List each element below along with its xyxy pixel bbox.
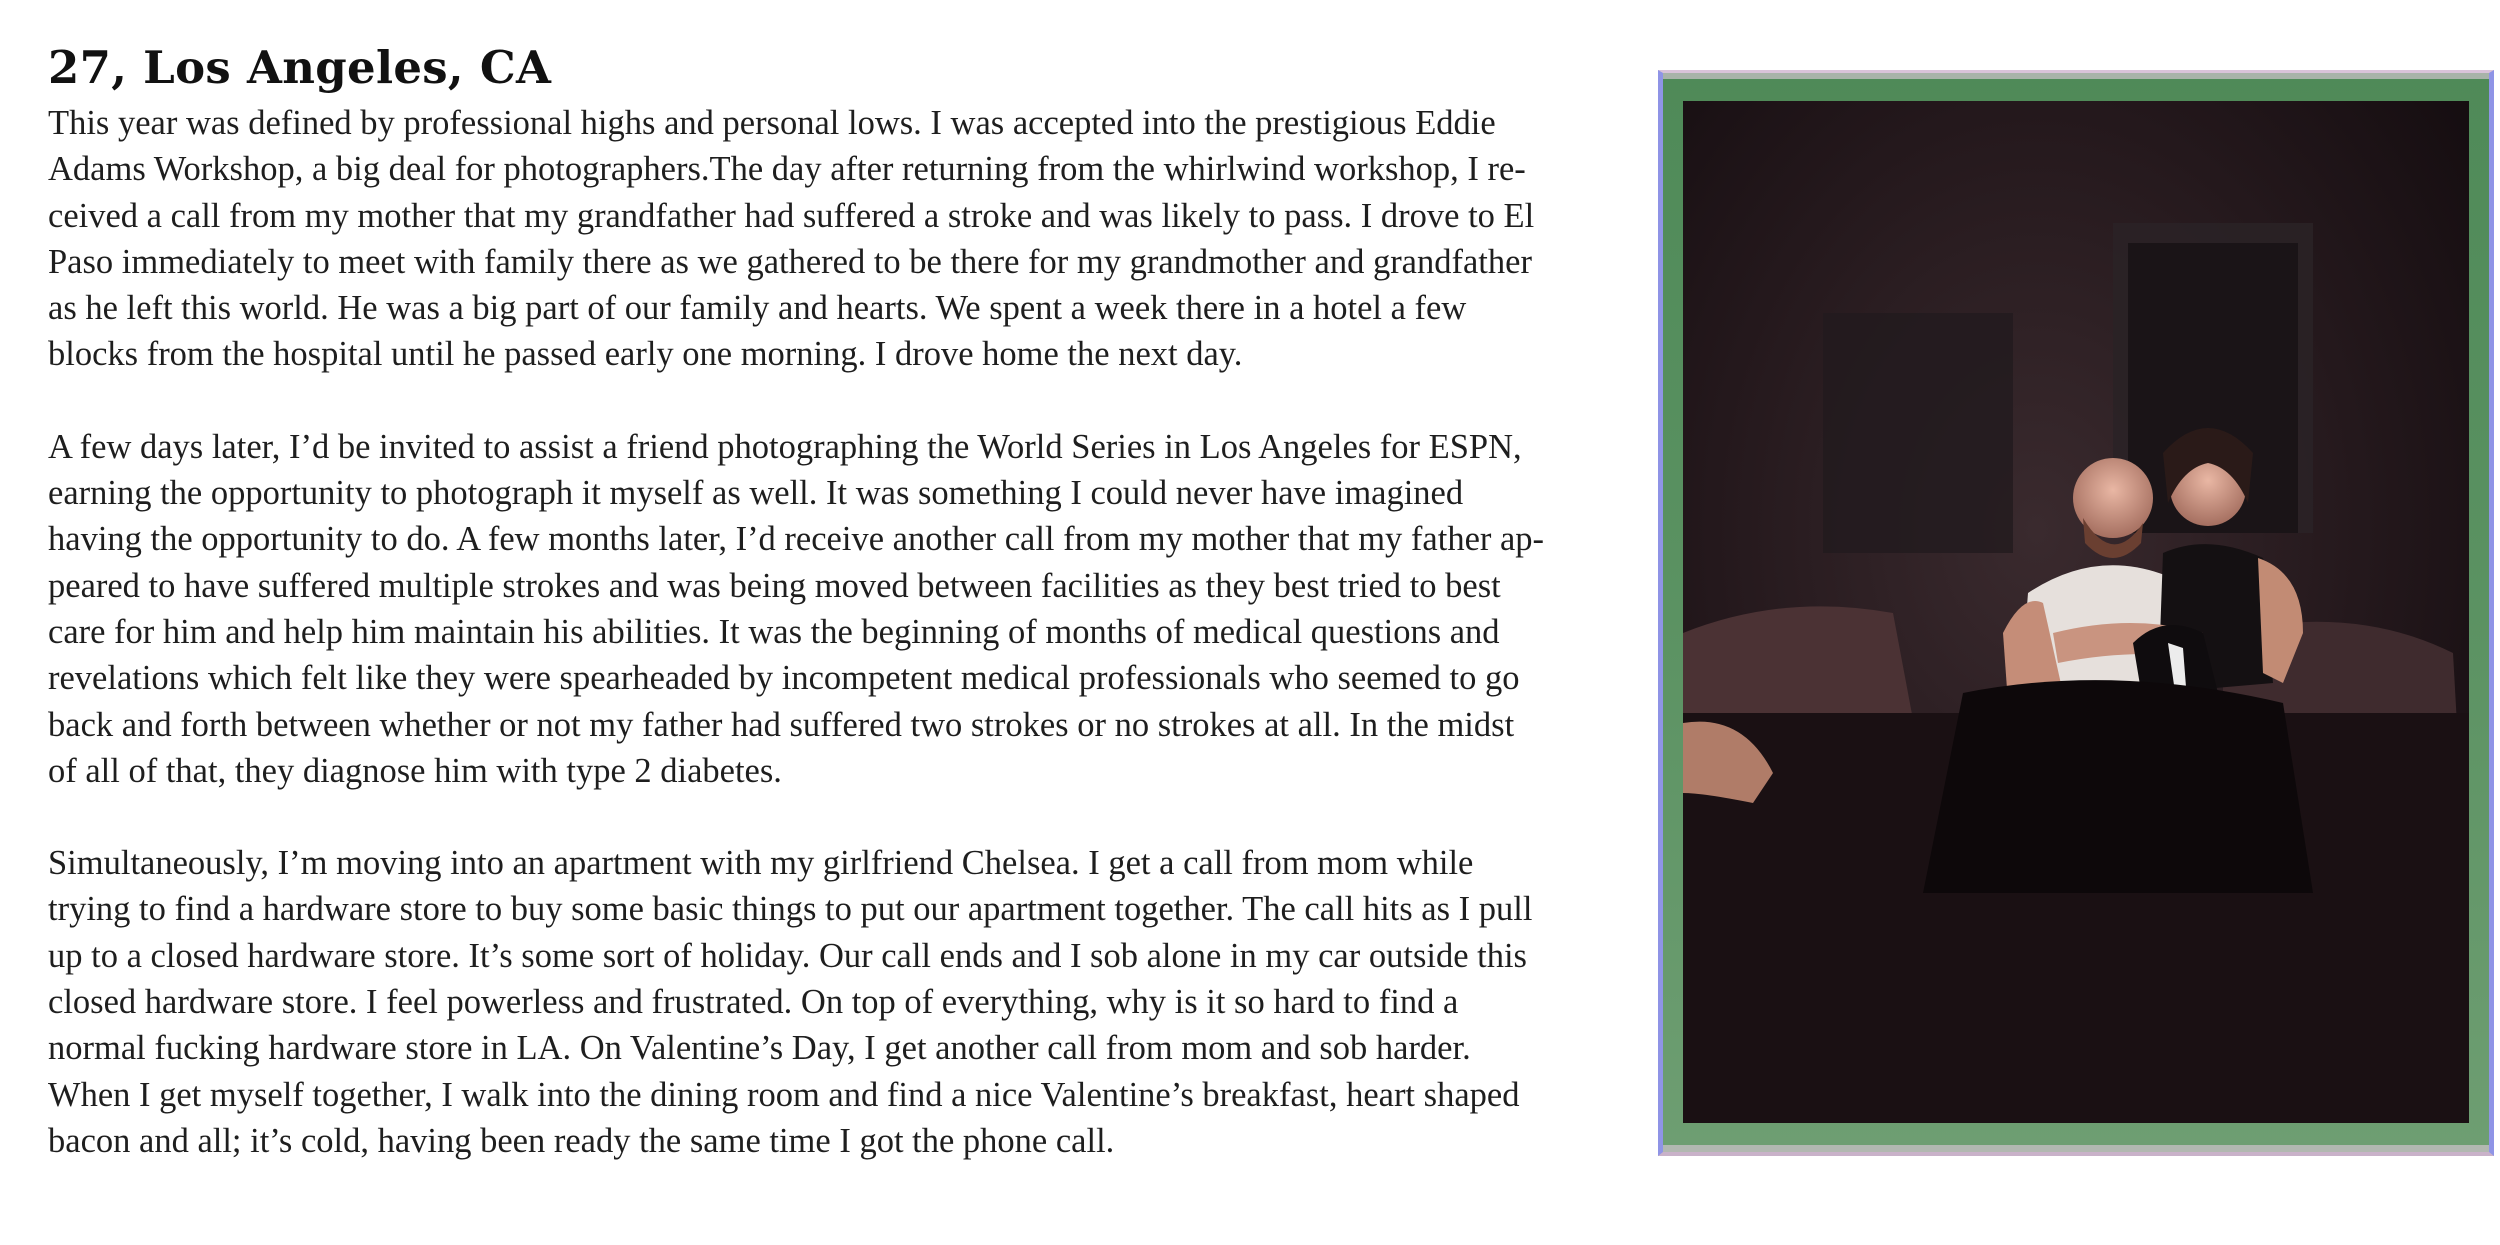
- polaroid-photo-couple-with-dog-icon: [1663, 73, 2489, 1152]
- page-title: 27, Los Angeles, CA: [48, 41, 552, 94]
- paragraph-line: Paso immediately to meet with family there as we gathered to be there for my grandmother and grandfather: [48, 242, 1532, 281]
- paragraph-line: up to a closed hardware store. It’s some sort of holiday. Our call ends and I sob alone in my car outside this: [48, 936, 1527, 975]
- paragraph-line: care for him and help him maintain his abilities. It was the beginning of months of medical questions and: [48, 612, 1500, 651]
- paragraph-line: peared to have suffered multiple strokes and was being moved between facilities as they best tried to best: [48, 566, 1501, 605]
- paragraph-line: When I get myself together, I walk into the dining room and find a nice Valentine’s breakfast, heart shaped: [48, 1075, 1520, 1114]
- paragraph-line: A few days later, I’d be invited to assist a friend photographing the World Series in Los Angeles for ESPN,: [48, 427, 1522, 466]
- paragraph-line: having the opportunity to do. A few months later, I’d receive another call from my mother that my father ap-: [48, 520, 1545, 559]
- paragraph-line: bacon and all; it’s cold, having been ready the same time I got the phone call.: [48, 1121, 1115, 1160]
- paragraph-line: normal fucking hardware store in LA. On Valentine’s Day, I get another call from mom and sob harder.: [48, 1029, 1471, 1068]
- paragraph-line: closed hardware store. I feel powerless and frustrated. On top of everything, why is it so hard to find a: [48, 983, 1459, 1022]
- article-text-column: [48, 36, 1648, 1164]
- paragraph-line: Adams Workshop, a big deal for photographers.The day after returning from the whirlwind workshop, I re-: [48, 150, 1526, 189]
- paragraph-line: back and forth between whether or not my father had suffered two strokes or no strokes at all. In the midst: [48, 705, 1515, 744]
- paragraph-line: Simultaneously, I’m moving into an apartment with my girlfriend Chelsea. I get a call from mom while: [48, 844, 1474, 883]
- paragraph-line: ceived a call from my mother that my grandfather had suffered a stroke and was likely to pass. I drove to El: [48, 196, 1535, 235]
- paragraph-2: [48, 424, 1648, 794]
- paragraph-3: [48, 840, 1648, 1164]
- paragraph-line: blocks from the hospital until he passed early one morning. I drove home the next day.: [48, 335, 1243, 374]
- paragraph-1: [48, 100, 1648, 378]
- paragraph-line: trying to find a hardware store to buy some basic things to put our apartment together. The call hits as I pull: [48, 890, 1533, 929]
- paragraph-line: earning the opportunity to photograph it myself as well. It was something I could never have imagined: [48, 474, 1464, 513]
- paragraph-line: revelations which felt like they were spearheaded by incompetent medical professionals who seemed to go: [48, 659, 1520, 698]
- paragraph-line: This year was defined by professional highs and personal lows. I was accepted into the prestigious Eddie: [48, 104, 1496, 142]
- paragraph-line: of all of that, they diagnose him with type 2 diabetes.: [48, 751, 782, 790]
- paragraph-line: as he left this world. He was a big part of our family and hearts. We spent a week there in a hotel a few: [48, 289, 1467, 328]
- polaroid-photo: [1658, 70, 2494, 1156]
